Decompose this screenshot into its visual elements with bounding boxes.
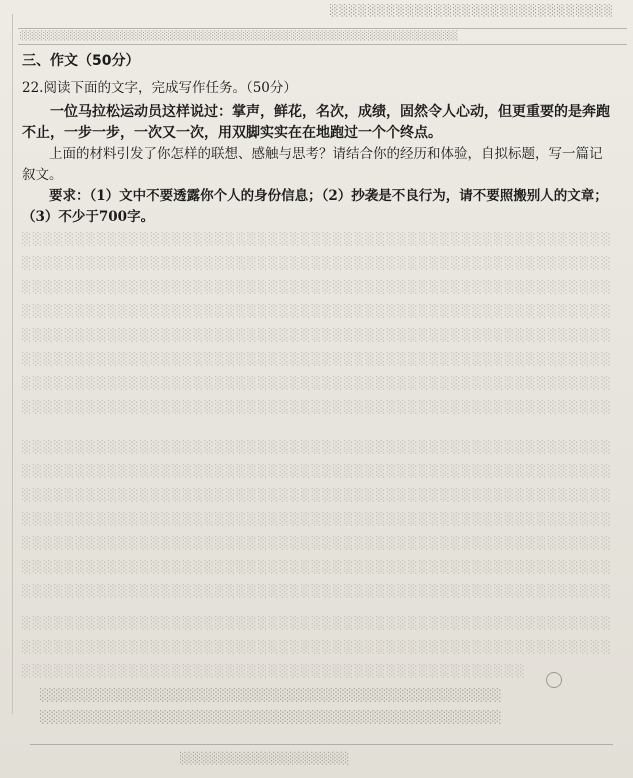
requirements-label: 要求：	[49, 188, 90, 204]
bleed-through-footer: ░░░░░░░░░░░░░░░░░░░░░░░░░░░░░░░░░░░░░░░░░░░░░░░░░░	[40, 710, 502, 724]
writing-section	[22, 50, 612, 228]
bleed-through-text: ░░░░░░░░░░░░░░░░░░░░░░░░░░░░░░░░░░░░░░░░░░░░░░░░░░░░░░░	[22, 304, 612, 318]
section-title: 三、作文（50分）	[22, 53, 140, 69]
bleed-through-text: ░░░░░░░░░░░░░░░░░░░░░░░░░░░░░░░░░░░░░░░░░░░░░░░░░░░░░░░	[22, 256, 612, 270]
page-edge	[12, 14, 17, 714]
bleed-through-text: ░░░░░░░░░░░░░░░░░░░░░░░░░░░░░░░░░░░░░░░░░░░░░░░░░░░░░░░	[22, 584, 612, 598]
bleed-through-text: ░░░░░░░░░░░░░░░░░░░░░░░░░░░░░░░░░░░░░░░░░░░░░░░░░░░░░░░	[22, 232, 612, 246]
requirements	[22, 186, 612, 228]
subheader-rule	[18, 44, 627, 45]
bleed-through-page-number: ░░░░░░░░░░░░░░░░░░░░	[180, 752, 350, 765]
bleed-through-text: ░░░░░░░░░░░░░░░░░░░░░░░░░░░░░░░░░░░░░░░░░░░░░░░░░░░░░░░	[22, 328, 612, 342]
footer-rule	[30, 744, 613, 745]
bleed-through-text: ░░░░░░░░░░░░░░░░░░░░░░░░░░░░░░░░░░░░░░░░░░░░░░░░░░░░░░░	[22, 280, 612, 294]
bleed-through-subheader: ░░░░░░░░░░░░░░░░░░░░░░░░░░░░░░░░░░░░░░░░░░░░░░░░░░░░░░░░░	[20, 30, 459, 41]
bleed-through-text: ░░░░░░░░░░░░░░░░░░░░░░░░░░░░░░░░░░░░░░░░░░░░░░░░░░░░░░░	[22, 616, 612, 630]
bleed-through-text: ░░░░░░░░░░░░░░░░░░░░░░░░░░░░░░░░░░░░░░░░░░░░░░░░░░░░░░░	[22, 488, 612, 502]
bleed-through-footer: ░░░░░░░░░░░░░░░░░░░░░░░░░░░░░░░░░░░░░░░░░░░░░░░░░░	[40, 688, 502, 702]
quote-text: 一位马拉松运动员这样说过：掌声，鲜花，名次，成绩，固然令人心动，但更重要的是奔跑不止，一步一步，一次又一次，用双脚实实在在地跑过一个个终点。	[22, 104, 610, 141]
prompt-text: 上面的材料引发了你怎样的联想、感触与思考？请结合你的经历和体验，自拟标题，写一篇记叙文。	[22, 146, 603, 183]
header-rule	[18, 28, 627, 29]
bleed-through-text: ░░░░░░░░░░░░░░░░░░░░░░░░░░░░░░░░░░░░░░░░░░░░░░░░░░░░░░░	[22, 400, 612, 414]
question-number: 22.阅读下面的文字，完成写作任务。（50分）	[22, 80, 297, 96]
bleed-through-text: ░░░░░░░░░░░░░░░░░░░░░░░░░░░░░░░░░░░░░░░░░░░░░░░	[22, 664, 527, 678]
bleed-through-text: ░░░░░░░░░░░░░░░░░░░░░░░░░░░░░░░░░░░░░░░░░░░░░░░░░░░░░░░	[22, 352, 612, 366]
requirements-text: （1）文中不要透露你个人的身份信息；（2）抄袭是不良行为，请不要照搬别人的文章；（3）不少于700字。	[22, 188, 608, 225]
bleed-through-text: ░░░░░░░░░░░░░░░░░░░░░░░░░░░░░░░░░░░░░░░░░░░░░░░░░░░░░░░	[22, 640, 612, 654]
bleed-through-text: ░░░░░░░░░░░░░░░░░░░░░░░░░░░░░░░░░░░░░░░░░░░░░░░░░░░░░░░	[22, 512, 612, 526]
bleed-through-text: ░░░░░░░░░░░░░░░░░░░░░░░░░░░░░░░░░░░░░░░░░░░░░░░░░░░░░░░	[22, 536, 612, 550]
bleed-through-text: ░░░░░░░░░░░░░░░░░░░░░░░░░░░░░░░░░░░░░░░░░░░░░░░░░░░░░░░	[22, 376, 612, 390]
bleed-through-text: ░░░░░░░░░░░░░░░░░░░░░░░░░░░░░░░░░░░░░░░░░░░░░░░░░░░░░░░	[22, 560, 612, 574]
bleed-through-text: ░░░░░░░░░░░░░░░░░░░░░░░░░░░░░░░░░░░░░░░░░░░░░░░░░░░░░░░	[22, 464, 612, 478]
bleed-through-header: ░░░░░░░░░░░░░░░░░░░░░░░░░░░░░░	[330, 4, 614, 17]
bleed-through-text: ░░░░░░░░░░░░░░░░░░░░░░░░░░░░░░░░░░░░░░░░░░░░░░░░░░░░░░░	[22, 440, 612, 454]
circled-number-mark	[546, 672, 562, 688]
